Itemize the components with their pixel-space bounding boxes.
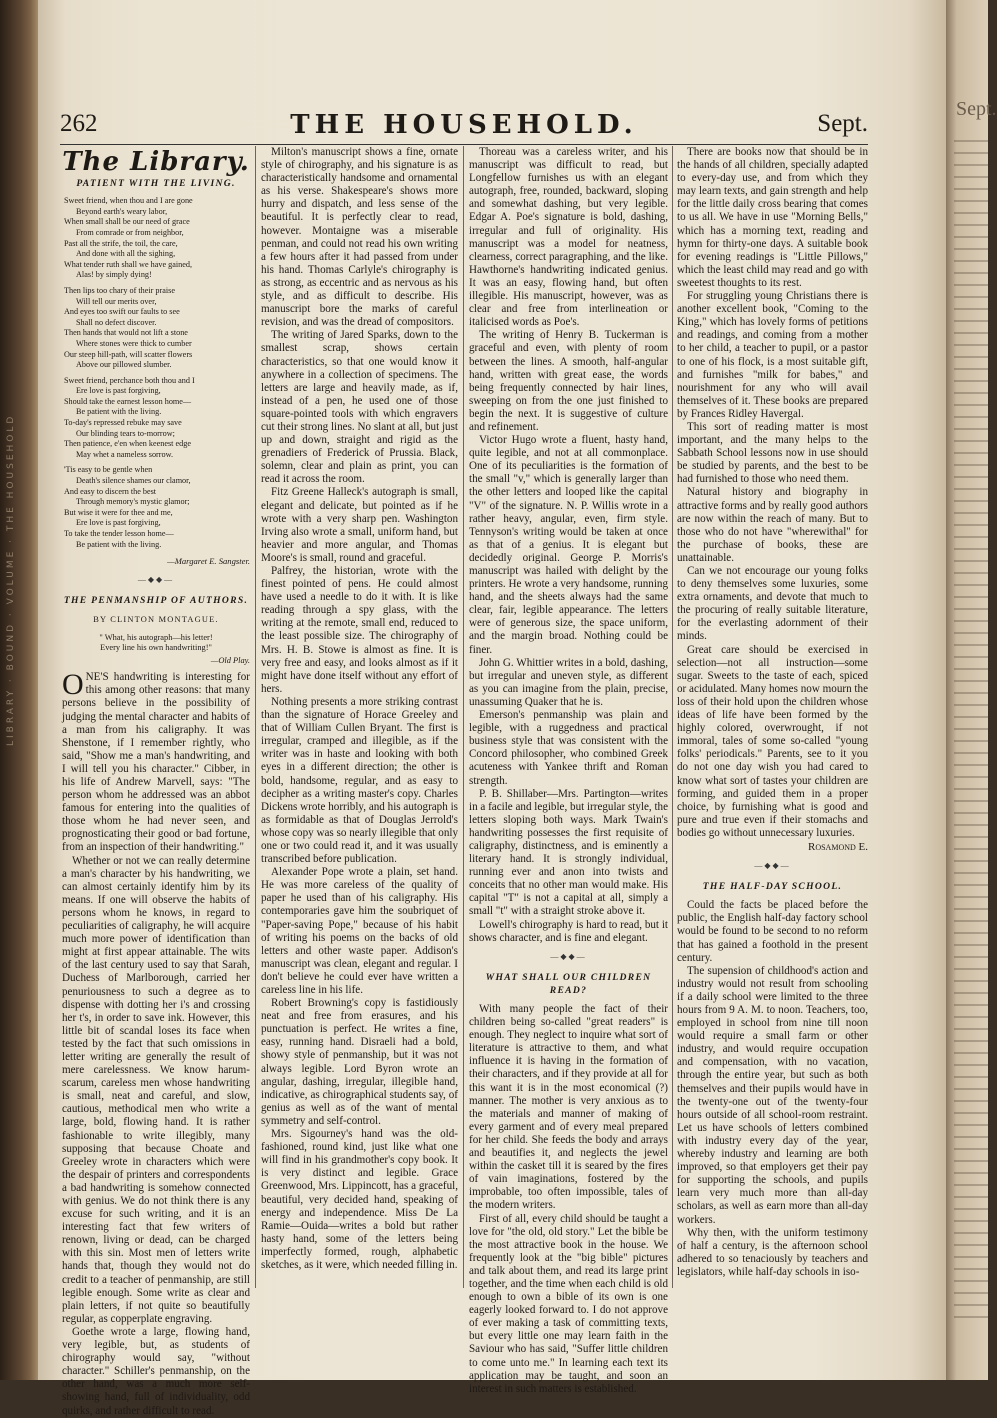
column-divider	[672, 146, 673, 1288]
article-paragraph: With many people the fact of their children being so-called "great readers" is enough. They neglect to inquire what sort of literature is attractive to them, and what influence it is having in the formation of their characters, and if they provide at all for this want it is in the most economical (?) manner. The mother is very anxious as to the materials and manner of making of every garment and of every meal prepared for her child. She feeds the body and arrays and beautifies it, and neglects the jewel within the casket till it is seared by the fires of vain imaginations, fostered by the improbable, too often impossible, tales of the modern writers.	[469, 1003, 668, 1212]
poem-line: Where stones were thick to cumber	[76, 338, 192, 348]
facing-page-text	[954, 140, 988, 1320]
article-paragraph: Robert Browning's copy is fastidiously neat and free from erasures, and his punctuation is perfect. He writes a fine, easy, running hand. Disraeli had a bold, showy style of penmanship, but it was not always legible. Lord Byron wrote an angular, dashing, irregular, illegible hand, indicative, as chirographical students say, of genius as well as of the want of mental symmetry and self-control.	[261, 997, 458, 1127]
article-title: THE HALF-DAY SCHOOL.	[702, 881, 843, 893]
poem-line: Ere love is past forgiving,	[76, 386, 161, 396]
article-paragraph: Great care should be exercised in selection—not all instruction—some sugar. Sweets to the taste of each, spiced or acidulated. Many homes now mourn the loss of their hold upon the children whose ideas of life have been formed by the highly colored, overwrought, if not immoral, tales of some so-called "young folks' periodicals." Parents, see to it you do not one day wish you had cared to know what sort of tastes your children are forming, and guided them in a proper choice, by furnishing what is good and pure and true even if their stomachs and bodies go without unnecessary luxuries.	[677, 643, 868, 839]
article-title: THE PENMANSHIP OF AUTHORS.	[63, 595, 249, 607]
epigraph	[62, 633, 250, 655]
library-section-title: The Library.	[62, 147, 250, 177]
poem-stanza	[62, 465, 250, 550]
article-paragraph	[62, 668, 250, 854]
article-paragraph: P. B. Shillaber—Mrs. Partington—writes in a facile and legible, but irregular style, the letters sloping both ways. Mark Twain's handwriting possesses the first requisite of caligraphy, distinctness, and is eminently a literary hand. It is strongly individual, running ever and anon into twists and conceits that no other man would make. His capital "T" is not a capital at all, simply a small "t" with a straight stroke above it.	[469, 787, 668, 918]
ornament-divider: —◆◆—	[754, 861, 791, 871]
poem-line: Our blinding tears to-morrow;	[76, 428, 175, 438]
ornament-divider: —◆◆—	[550, 951, 587, 961]
article-signature: Rosamond E.	[807, 840, 868, 853]
header-rule	[60, 144, 868, 145]
poem-line: And eyes too swift our faults to see	[64, 307, 180, 317]
article-paragraph: Nothing presents a more striking contrast than the signature of Horace Greeley and that of William Cullen Bryant. The first is irregular, cramped and illegible, as if the writer was in haste and looking with both eyes in a different direction; the other is bold, handsome, regular, and as easy to decipher as a writing master's copy. Charles Dickens wrote horribly, and his autograph is as formidable as that of Douglas Jerrold's whose copy was so nearly illegible that only one or two could read it, and it was usually transcribed before publication.	[261, 695, 458, 866]
column-divider	[255, 146, 256, 1288]
poem-line: Be patient with the living.	[76, 539, 162, 549]
article-paragraph: Natural history and biography in attractive forms and by really good authors are now within the reach of many. But to those who do not have "wherewithal" for the purchase of books, these are unattainable.	[677, 486, 868, 564]
issue-month: Sept.	[817, 110, 868, 137]
article-paragraph: Emerson's penmanship was plain and legible, with a ruggedness and practical business style that was consistent with the Concord philosopher, who combined Greek acuteness with Yankee thrift and Roman strength.	[469, 709, 668, 787]
spine-label: LIBRARY · BOUND · VOLUME · THE HOUSEHOLD	[6, 413, 16, 747]
column-1	[62, 146, 250, 1417]
poem-line: Past all the strife, the toil, the care,	[64, 238, 178, 248]
poem-line: Be patient with the living.	[76, 407, 162, 417]
poem-line: When small shall be our need of grace	[64, 217, 190, 227]
facing-page-edge	[946, 0, 997, 1380]
article-paragraph: Could the facts be placed before the public, the English half-day factory school would be found to be second to no reform that has gained a foothold in the present century.	[677, 899, 868, 964]
poem-line: Alas! by simply dying!	[76, 270, 152, 280]
column-4	[677, 146, 868, 1290]
epigraph-line: " What, his autograph—his letter!	[99, 632, 213, 642]
poem-line: And done with all the sighing,	[76, 249, 176, 259]
poem-line: Shall no defect discover.	[76, 317, 157, 327]
poem-stanza	[62, 376, 250, 461]
poem-line: 'Tis easy to be gentle when	[64, 465, 153, 475]
poem-stanza	[62, 286, 250, 371]
column-3	[469, 146, 668, 1395]
article-byline: BY CLINTON MONTAGUE.	[93, 615, 219, 625]
article-paragraph: This sort of reading matter is most important, and the many helps to the Sabbath School lessons now in use should be studied by parents, and the best to be had furnished to those who need them.	[677, 420, 868, 486]
poem-line: Sweet friend, perchance both thou and I	[64, 375, 195, 385]
article-paragraph: First of all, every child should be taught a love for "the old, old story." Let the bible be the most attractive book in the house. We frequently look at the "big bible" pictures and talk about them, and read its large print together, and the time when each child is old enough to own a bible of its own is one eagerly looked forward to. I do not approve of ever making a task of committing texts, but every little one may learn faith in the Saviour who has said, "Suffer little children to come unto me." In learning each text its application may be taught, and soon an interest in such matters is established.	[469, 1212, 668, 1395]
article-title: WHAT SHALL OUR CHILDREN READ?	[485, 971, 652, 996]
article-paragraph: Goethe wrote a large, flowing hand, very legible, but, as students of chirography would say, "without character." Schiller's penmanship, on the other hand, was a much more self-showing hand, full of individuality, odd quirks, and rather difficult to read.	[62, 1325, 250, 1417]
poem-line: And easy to discern the best	[64, 486, 157, 496]
paragraph-text: NE'S handwriting is interesting for this among other reasons: that many persons believe in the possibility of judging the mental character and habits of a man from his caligraphy. It was Shenstone, if I remember rightly, who said, "Show me a man's handwriting, and I will tell you his character." Cibber, in his life of Andrew Marvell, says: "The person whom he addressed was an abbot famous for entering into the qualities of those whom he had never seen, and prognosticating their good or bad fortune, from an inspection of their handwriting."	[62, 671, 250, 854]
poem-line: What tender ruth shall we have gained,	[64, 259, 192, 269]
page-header	[60, 104, 868, 144]
article-paragraph: Whether or not we can really determine a man's character by his handwriting, we can almost certainly identify him by its means. If one will observe the habits of persons whom he knows, in regard to peculiarities of caligraphy, he will acquire much more power of identification than might at first appear attainable. The wits of the last century used to say that Sarah, Duchess of Marlborough, carried her penuriousness to such a degree as to dispense with dotting her i's and crossing her t's, in order to save ink. However, this little bit of scandal loses its face when tested by the fact that such omissions in letter writing are generally the result of mere carelessness. We know harum-scarum, careless men whose handwriting is small, neat and careful, and slow, cautious, methodical men who write a large, bold, flowing hand. It is rather fashionable to write illegibly, many supposing that because Choate and Greeley wrote in characters which were the despair of printers and correspondents a bad handwriting is somehow connected with genius. We do not think there is any excuse for such writing, and it is an interesting fact that few writers of renown, living or dead, can be charged with this sin. Most men of letters write hands that, though they would not do credit to a teacher of penmanship, are still legible enough. Some write as clear and plain letters, if not quite so beautifully regular, as copperplate engraving.	[62, 854, 250, 1325]
article-paragraph: Mrs. Sigourney's hand was the old-fashioned, round kind, just like what one will find in his grandmother's copy book. It is very distinct and legible. Grace Greenwood, Mrs. Lippincott, has a graceful, beautiful, very decided hand, speaking of energy and independence. Miss De La Ramie—Ouida—writes a bold but rather hasty hand, some of the letters being imperfectly formed, rough, alphabetic sketches, as it were, which needed filling in.	[261, 1128, 458, 1271]
poem-line: From comrade or from neighbor,	[76, 227, 184, 237]
article-paragraph: For struggling young Christians there is another excellent book, "Coming to the King," which has lovely forms of petitions and readings, and coming from a mother to her child, a teacher to pupil, or a pastor to one of his flock, is a most suitable gift, and furnishes "milk for babes," and nourishment for any who will avail themselves of it. These books are prepared by Frances Ridley Havergal.	[677, 290, 868, 420]
poem-line: But wise it were for thee and me,	[64, 507, 173, 517]
poem-line: Beyond earth's weary labor,	[76, 206, 168, 216]
poem-line: Should take the earnest lesson home—	[64, 396, 192, 406]
epigraph-source: —Old Play.	[210, 656, 250, 666]
poem-line: Then hands that would not lift a stone	[64, 328, 188, 338]
article-paragraph: Milton's manuscript shows a fine, ornate style of chirography, and his signature is as characteristically handsome and ornamental as his verse. Shakespeare's shows more hurry and dispatch, and less sense of the beautiful. It is perfectly clear to read, however. Montaigne was a miserable penman, and could not read his own writing a few hours after it had passed from under his hand. Thomas Carlyle's chirography is as strong, as eccentric and as nervous as his style, and as difficult to describe. His manuscript bore the marks of careful revision, and was the dread of compositors.	[261, 146, 458, 329]
article-paragraph: Fitz Greene Halleck's autograph is small, elegant and delicate, but pointed as if he wrote with a very sharp pen. Washington Irving also wrote a small, uniform hand, but heavier and more angular, and Thomas Moore's is small, round and graceful.	[261, 486, 458, 564]
article-paragraph: John G. Whittier writes in a bold, dashing, but irregular and uneven style, as different as you can imagine from the plain, precise, unassuming Quaker that he is.	[469, 656, 668, 708]
ornament-divider: —◆◆—	[137, 575, 175, 585]
epigraph-line: Every line his own handwriting!"	[100, 643, 212, 653]
article-paragraph: Why then, with the uniform testimony of half a century, is the afternoon school adhered to so tenaciously by teachers and legislators, while half-day schools in iso-	[677, 1226, 868, 1278]
masthead-title: THE HOUSEHOLD.	[290, 110, 638, 140]
poem-stanza	[62, 196, 250, 281]
column-2	[261, 146, 458, 1290]
poem-line: Then lips too chary of their praise	[64, 285, 175, 295]
article-paragraph: The writing of Jared Sparks, down to the smallest scrap, shows certain characteristics, so that one would know it anywhere in a collection of specimens. The letters are large and heavily made, as if, instead of a pen, he used one of those square-pointed tools with which engravers cut their strong lines. No slant at all, but just up and down, straight and rigid as the grenadiers of Frederick of Prussia. Black, solemn, clear and plain as print, you can read it across the room.	[261, 329, 458, 486]
poem-line: Through memory's mystic glamor;	[76, 497, 190, 507]
column-divider	[463, 146, 464, 1288]
poem-author: —Margaret E. Sangster.	[167, 556, 250, 567]
poem-line: Death's silence shames our clamor,	[76, 476, 191, 486]
poem	[62, 196, 250, 550]
article-paragraph: The supension of childhood's action and industry would not result from schooling if a daily school were limited to the three hours from 9 A. M. to noon. Teachers, too, employed in school from nine till noon would require a small farm or other industry, and would require occupation and compensation, with no vacation, through the entire year, but such as both themselves and their pupils would have in the twenty-one out of the twenty-four hours outside of all school-room restraint. Let us have schools of letters combined with industry every day of the year, whereby industry and learning are both improved, so that employers get their pay for supporting the schools, and pupils learn very much more than all-day scholars, as well as earn more than all-day workers.	[677, 964, 868, 1226]
article-paragraph: Palfrey, the historian, wrote with the finest pointed of pens. He could almost have used a needle to do it with. It is like reading through a spy glass, with the writing at the remote, small end, reduced to the least possible size. The chirography of Mrs. H. B. Stowe is almost as fine. It is very free and easy, and looks almost as if it might have done itself without any effort of hers.	[261, 565, 458, 695]
poem-line: May whet a nameless sorrow.	[76, 449, 174, 459]
drop-cap: O	[62, 668, 84, 702]
poem-title: PATIENT WITH THE LIVING.	[76, 178, 236, 190]
poem-line: To take the tender lesson home—	[64, 529, 174, 538]
poem-line: To-day's repressed rebuke may save	[64, 418, 182, 428]
poem-line: Ere love is past forgiving,	[76, 518, 161, 528]
article-paragraph: Thoreau was a careless writer, and his manuscript was difficult to read, but Longfellow furnishes us with an elegant autograph, free, rounded, backward, sloping and somewhat dashing, but very legible. Edgar A. Poe's signature is bold, dashing, irregular and full of originality. His manuscript was a model for neatness, clearness, correct paragraphing, and the like. Hawthorne's handwriting indicated genius. It was an easy, flowing hand, but often illegible. His manuscript, however, was as clear and free from interlineation or italicised words as Poe's.	[469, 146, 668, 329]
article-paragraph: Alexander Pope wrote a plain, set hand. He was more careless of the quality of paper he used than of his caligraphy. His contemporaries gave him the soubriquet of "Paper-saving Pope," because of his habit of writing his poems on the backs of old letters and other waste paper. Addison's manuscript was clean, elegant and regular. I don't believe he could ever have written a careless line in his life.	[261, 866, 458, 996]
poem-line: Above our pillowed slumber.	[76, 360, 172, 370]
article-paragraph: The writing of Henry B. Tuckerman is graceful and even, with plenty of room between the lines. A smooth, half-angular hand, written with great ease, the words being frequently connected by hair lines, sweeping on from the one just finished to begin the next. It is suggestive of culture and refinement.	[469, 329, 668, 433]
poem-line: Sweet friend, when thou and I are gone	[64, 196, 193, 206]
article-paragraph: Victor Hugo wrote a fluent, hasty hand, quite legible, and not at all commonplace. One of its peculiarities is the formation of the small "v," which is generally larger than the other letters and looped like the capital "V" of the signature. N. P. Willis wrote in a rather heavy, angular, even, firm style. Tennyson's writing would be taken at once as that of a genius. It is elegant but decidedly original. George P. Morris's manuscript was hailed with delight by the printers. He wrote a very handsome, running hand, and the sheets always had the same clear, fair, legible appearance. The letters were of generous size, the space uniform, and the margin broad. Nothing could be finer.	[469, 434, 668, 656]
book-spine	[0, 0, 38, 1380]
article-paragraph: Lowell's chirography is hard to read, but it shows character, and is fine and elegant.	[469, 918, 668, 944]
article-paragraph: There are books now that should be in the hands of all children, specially adapted to every-day use, and from which they may learn texts, and gain strength and help for the little daily cross bearing that comes to us all. We have in use "Morning Bells," which has a morning text, reading and hymn for thirty-one days. A suitable book for evening readings is "Little Pillows," which the least child may read and go with sweetest thoughts to its rest.	[677, 146, 868, 289]
page-number: 262	[60, 110, 98, 137]
article-paragraph: Can we not encourage our young folks to deny themselves some luxuries, some extra ornaments, and devote that much to the procuring of really suitable literature, for the everlasting adornment of their minds.	[677, 565, 868, 643]
facing-page-header: Sept.	[956, 98, 997, 120]
poem-line: Our steep hill-path, will scatter flowers	[64, 349, 193, 359]
poem-line: Will tell our merits over,	[76, 296, 157, 306]
poem-line: Then patience, e'en when keenest edge	[64, 439, 191, 449]
